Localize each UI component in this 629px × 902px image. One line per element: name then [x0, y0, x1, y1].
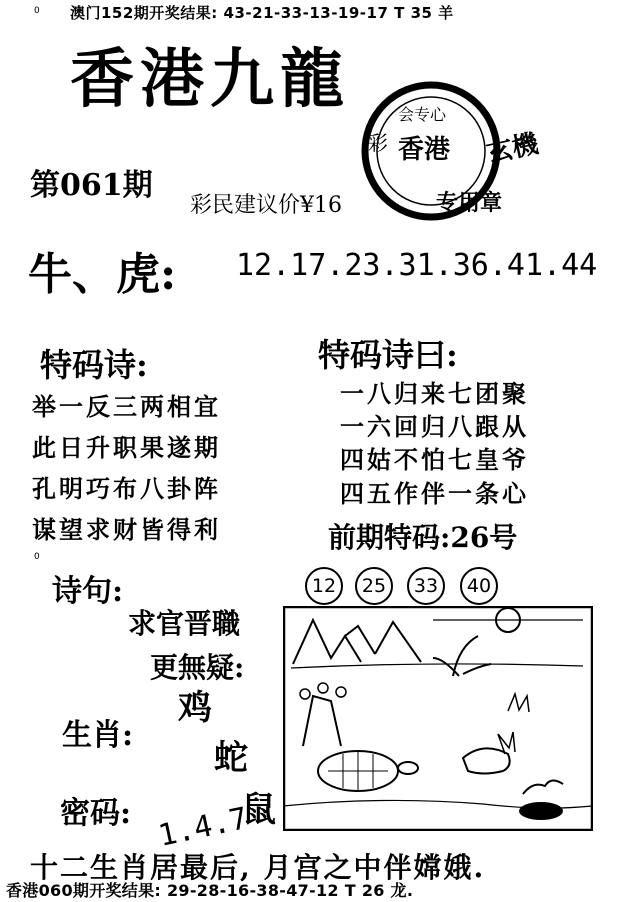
page-title: 香港九龍	[70, 42, 350, 117]
stamp-side-left: 彩	[368, 131, 388, 155]
mima-value: 1.4.7	[155, 800, 251, 855]
shengxiao-animal: 蛇	[214, 738, 248, 778]
circled-number: 40	[460, 567, 498, 605]
poem-left-line: 举一反三两相宜	[32, 392, 221, 421]
closing-line: 十二生肖居最后, 月宫之中伴嫦娥.	[30, 851, 486, 884]
poem-left-title: 特码诗:	[40, 346, 148, 384]
shengxiao-label: 生肖:	[62, 718, 134, 753]
poem-left-line: 谋望求财皆得利	[32, 515, 221, 544]
suggested-price: 彩民建议价¥16	[190, 193, 342, 218]
rock-shape	[519, 802, 563, 820]
stamp-side-text: 玄機	[483, 128, 542, 170]
macau-result-line: 澳门152期开奖结果: 43-21-33-13-19-17 T 35 羊	[70, 4, 454, 22]
shengxiao-animal: 鸡	[178, 688, 212, 728]
verse-line-2: 更無疑:	[150, 651, 245, 684]
zodiac-numbers: 12.17.23.31.36.41.44	[236, 248, 598, 283]
stamp-center-text: 香港	[398, 135, 451, 165]
issue-number: 第061期	[30, 168, 153, 203]
circled-number: 25	[355, 567, 393, 605]
poem-left-line: 孔明巧布八卦阵	[32, 474, 221, 503]
landscape-illustration	[283, 606, 593, 831]
poem-right-line: 一八归来七团聚	[340, 379, 529, 408]
stamp-arc-text: 会专心	[398, 105, 447, 124]
verse-line-1: 求官晋職	[128, 607, 241, 640]
circled-number: 12	[305, 567, 343, 605]
zodiac-label: 牛、虎:	[28, 249, 177, 300]
stamp-label: 专用章	[436, 190, 503, 216]
previous-code: 前期特码:26号	[328, 521, 518, 554]
corner-mark-top: 0	[34, 6, 40, 16]
poem-right-line: 一六回归八跟从	[340, 412, 529, 441]
poem-right-line: 四五作伴一条心	[340, 479, 529, 508]
poem-left-line: 此日升职果遂期	[32, 433, 221, 462]
poem-right-title: 特码诗曰:	[318, 336, 458, 374]
circled-number: 33	[407, 567, 445, 605]
shengxiao-animal: 鼠	[242, 790, 276, 830]
verse-label: 诗句:	[52, 574, 124, 609]
hk-result-line: 香港060期开奖结果: 29-28-16-38-47-12 T 26 龙.	[6, 881, 414, 900]
poem-right-line: 四姑不怕七皇爷	[340, 445, 529, 474]
mima-label: 密码:	[60, 796, 132, 831]
corner-mark-middle: 0	[34, 552, 40, 562]
